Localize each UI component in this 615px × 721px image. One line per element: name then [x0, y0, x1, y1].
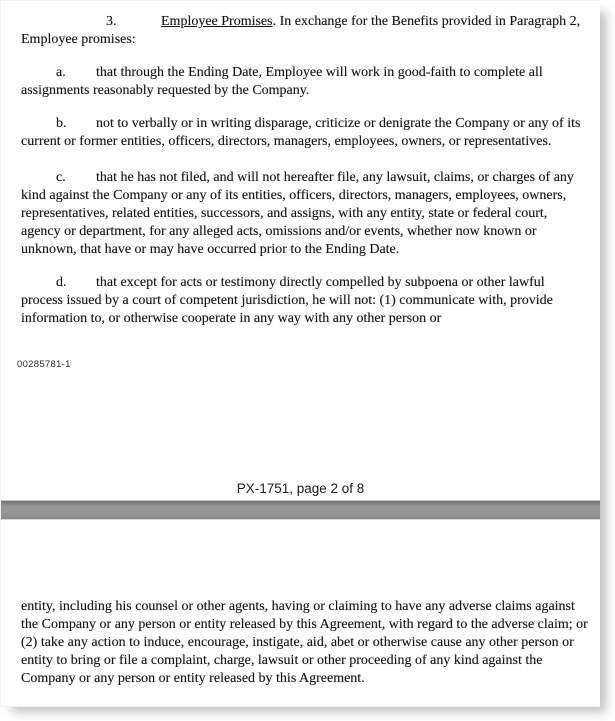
paragraph-c [21, 169, 586, 259]
paragraph-d [21, 274, 586, 328]
paragraph-c-text: that he has not filed, and will not hereafter file, any lawsuit, claims, or charges of any kind against the Company or any of its entities, officers, directors, managers, employees, owners, representatives, related entities, successors, and assigns, with any entity, state or federal court, agency or department, for any alleged acts, omissions and/or events, whether now known or unknown, that have or may have occurred prior to the Ending Date. [21, 170, 574, 257]
paragraph-c-label: c. [56, 170, 66, 185]
section-number: 3. [106, 14, 117, 29]
paragraph-b-label: b. [56, 116, 67, 131]
paragraph-d-label: d. [56, 275, 67, 290]
paragraph-a-text: that through the Ending Date, Employee will work in good-faith to complete all assignments reasonably requested by the Company. [21, 65, 543, 98]
paragraph-b-text: not to verbally or in writing disparage, criticize or denigrate the Company or any of its current or former entities, officers, directors, managers, employees, owners, or representatives. [21, 116, 581, 149]
exhibit-page-label: PX-1751, page 2 of 8 [236, 481, 365, 496]
paragraph-d-text: that except for acts or testimony directly compelled by subpoena or other lawful process issued by a court of competent jurisdiction, he will not: (1) communicate with, provide information to, or otherwise cooperate in any way with any other person or [21, 275, 553, 326]
page-divider-bar [1, 500, 600, 520]
paragraph-a-label: a. [56, 65, 66, 80]
section-title: Employee Promises [161, 14, 273, 29]
document-page-3 [1, 520, 600, 706]
section-heading [21, 13, 586, 49]
continuation-paragraph: entity, including his counsel or other agents, having or claiming to have any adverse claims against the Company or any person or entity released by this Agreement, with regard to the adverse claim; or (2) take any action to induce, encourage, instigate, aid, abet or otherwise cause any other person or entity to bring or file a complaint, charge, lawsuit or other proceeding of any kind against the Company or any person or entity released by this Agreement. [21, 599, 588, 686]
paragraph-a [21, 64, 586, 100]
document-page-2 [1, 1, 600, 500]
document-control-number: 00285781-1 [17, 359, 71, 370]
section-heading-text: . In exchange for the Benefits provided in Paragraph 2, Employee promises: [21, 14, 581, 47]
paragraph-b [21, 115, 586, 151]
